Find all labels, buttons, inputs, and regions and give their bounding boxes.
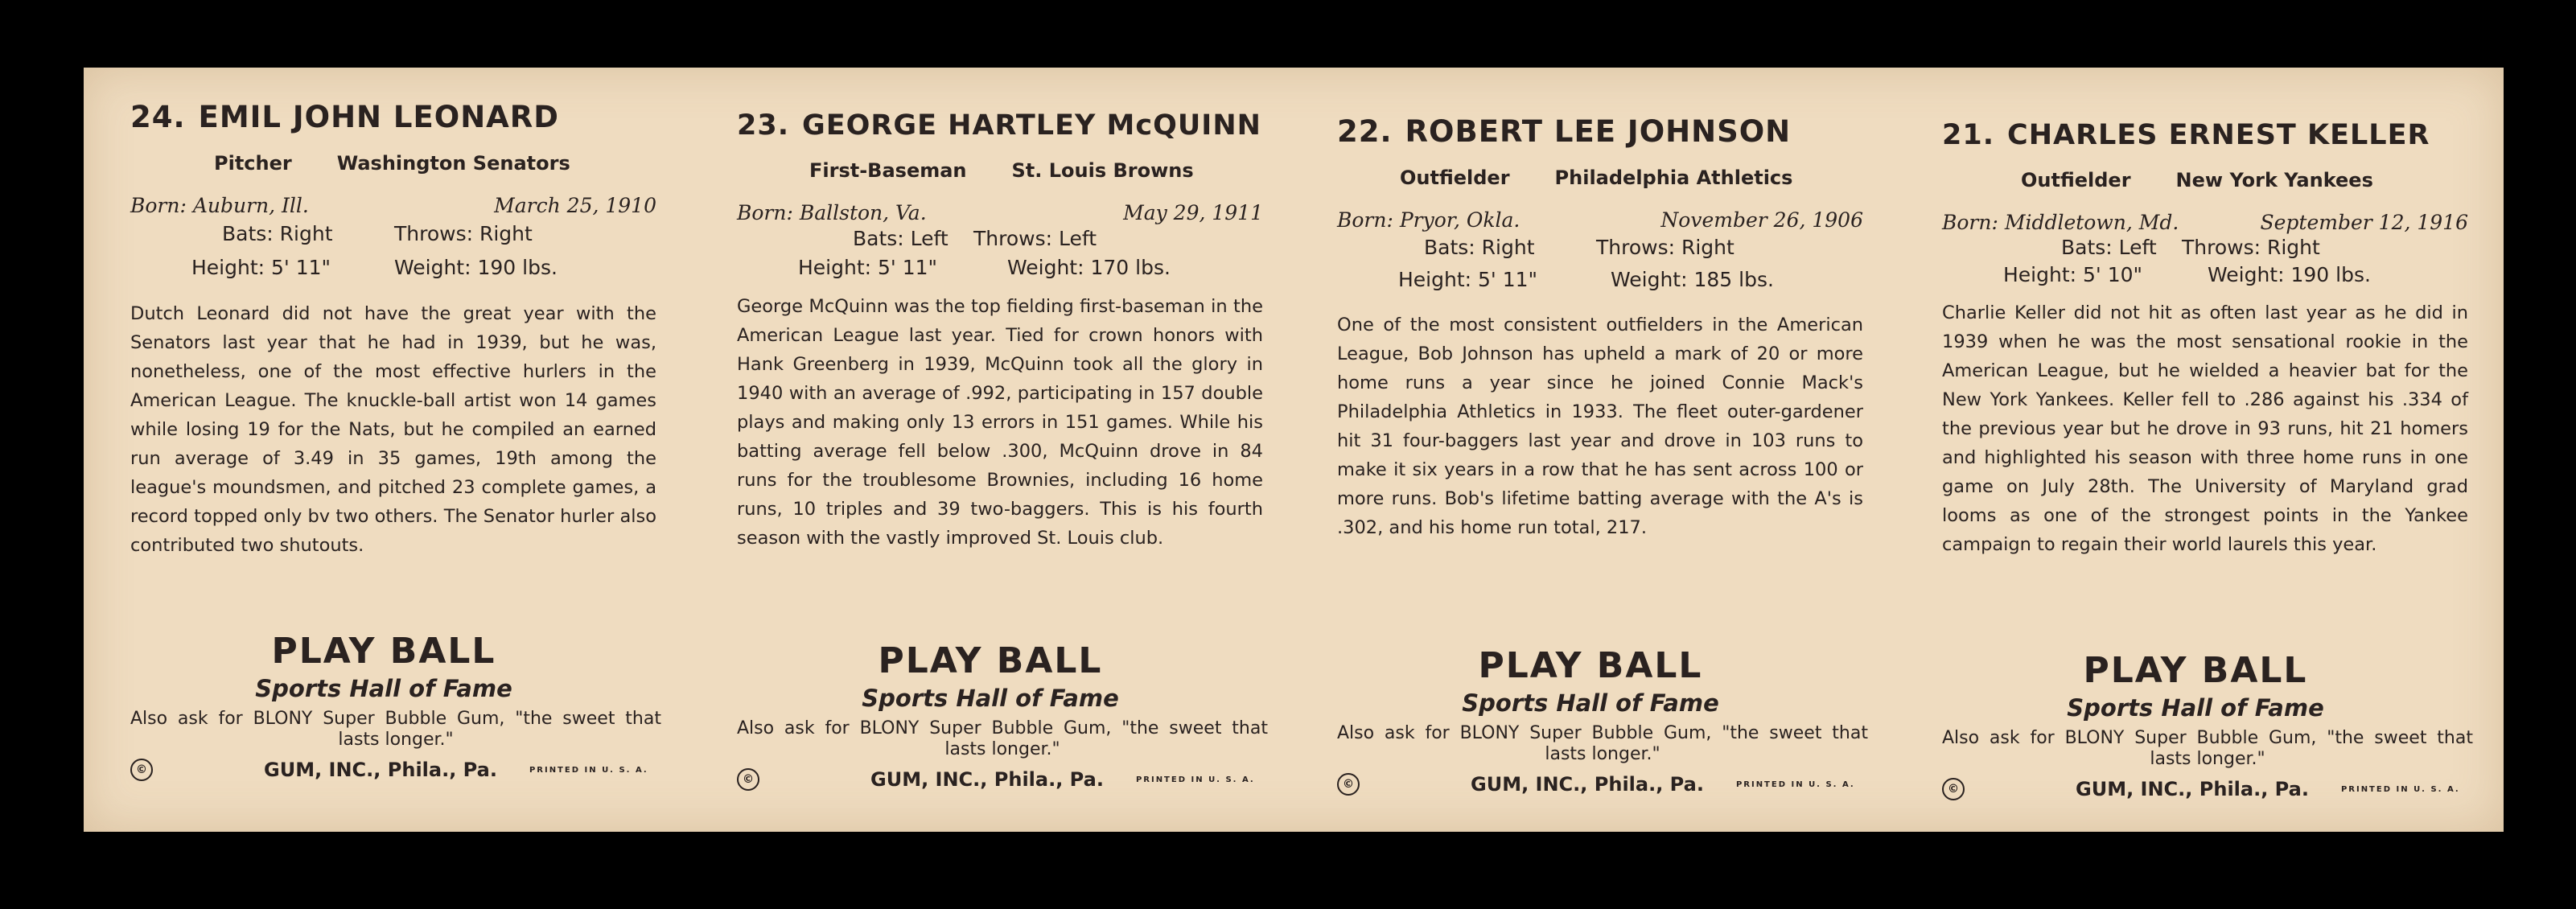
team: St. Louis Browns xyxy=(1011,159,1194,182)
copyright-icon: © xyxy=(1337,773,1360,796)
printed-in-usa: PRINTED IN U. S. A. xyxy=(529,765,648,775)
card-22 xyxy=(1337,114,1868,830)
card-footer xyxy=(130,631,661,781)
born-line xyxy=(130,194,661,217)
weight: Weight: 190 lbs. xyxy=(2208,263,2371,286)
born-line xyxy=(1337,208,1868,232)
printed-in-usa: PRINTED IN U. S. A. xyxy=(2340,784,2460,794)
hall-of-fame-subtitle: Sports Hall of Fame xyxy=(1462,689,1719,717)
card-bottom xyxy=(1337,773,1868,796)
born-date: September 12, 1916 xyxy=(2260,211,2468,234)
card-title xyxy=(737,109,1268,142)
advert-text: Also ask for BLONY Super Bubble Gum, "the sweet that lasts longer." xyxy=(1337,723,1868,764)
advert-text: Also ask for BLONY Super Bubble Gum, "the sweet that lasts longer." xyxy=(130,709,661,750)
born-place: Born: Pryor, Okla. xyxy=(1337,208,1520,232)
player-stats xyxy=(1942,234,2473,289)
player-bio: One of the most consistent outfielders in the American League, Bob Johnson has upheld a mark of 20 or more home runs a year since he joined Connie Mack's Philadelphia Athletics in 1933. The fleet outer-gardener hit 31 four-baggers last year and drove in 103 runs to make it six years in a row that he has sent across 100 or more runs. Bob's lifetime batting average with the A's is .302, and his home run total, 217. xyxy=(1337,315,1863,538)
height: Height: 5' 11" xyxy=(798,256,938,279)
position-team xyxy=(1337,167,1868,189)
copyright-icon: © xyxy=(737,768,759,791)
card-21 xyxy=(1942,119,2473,835)
bats: Bats: Left xyxy=(853,227,949,250)
throws: Throws: Right xyxy=(2182,236,2320,259)
advert-text: Also ask for BLONY Super Bubble Gum, "the sweet that lasts longer." xyxy=(1942,728,2473,769)
play-ball-heading: PLAY BALL xyxy=(271,631,496,672)
card-23 xyxy=(737,109,1268,825)
printed-in-usa: PRINTED IN U. S. A. xyxy=(1135,775,1255,784)
player-stats xyxy=(737,224,1268,282)
card-strip xyxy=(84,68,2504,832)
company-name: GUM, INC., Phila., Pa. xyxy=(2076,778,2309,800)
height: Height: 5' 11" xyxy=(191,256,331,279)
weight: Weight: 185 lbs. xyxy=(1611,268,1774,291)
weight: Weight: 170 lbs. xyxy=(1007,256,1171,279)
player-bio: George McQuinn was the top fielding first-baseman in the American League last year. Tied for crown honors with Hank Greenberg in 1939, McQuinn took all the glory in 1940 with an average of .992, participating in 157 double plays and making only 13 errors in 151 games. While his batting average fell below .300, McQuinn drove in 84 runs for the troublesome Brownies, including 16 home runs, 10 triples and 39 two-baggers. This is his fourth season with the vastly improved St. Louis club. xyxy=(737,296,1263,549)
card-title xyxy=(130,100,661,134)
player-bio: Charlie Keller did not hit as often last year as he did in 1939 when he was the most sensational rookie in the American League, but he wielded a heavier bat for the New York Yankees. Keller fell to .286 against his .334 of the previous year but he drove in 93 runs, hit 21 homers and highlighted his season with three home runs in one game on July 28th. The University of Maryland grad looms as one of the strongest points in the Yankee campaign to regain their world laurels this year. xyxy=(1942,302,2468,555)
bats: Bats: Right xyxy=(222,222,333,245)
card-bottom xyxy=(1942,778,2473,800)
advert-text: Also ask for BLONY Super Bubble Gum, "the sweet that lasts longer." xyxy=(737,718,1268,759)
card-title xyxy=(1337,114,1868,149)
player-bio: Dutch Leonard did not have the great year with the Senators last year that he had in 1939, but he was, nonetheless, one of the most effective hurlers in the American League. The knuckle-ball artist won 14 games while losing 19 for the Nats, but he compiled an earned run average of 3.49 in 35 games, 19th among the league's moundsmen, and pitched 23 complete games, a record topped only bv two others. The Senator hurler also contributed two shutouts. xyxy=(130,303,656,556)
copyright-icon: © xyxy=(1942,778,1965,800)
card-number: 24. xyxy=(130,100,186,134)
player-stats xyxy=(1337,232,1868,296)
card-number: 22. xyxy=(1337,114,1393,149)
bats: Bats: Right xyxy=(1424,236,1535,259)
weight: Weight: 190 lbs. xyxy=(394,256,558,279)
bats: Bats: Left xyxy=(2061,236,2157,259)
throws: Throws: Left xyxy=(973,227,1097,250)
company-name: GUM, INC., Phila., Pa. xyxy=(264,759,497,781)
height: Height: 5' 11" xyxy=(1398,268,1538,291)
player-name: CHARLES ERNEST KELLER xyxy=(2007,119,2430,151)
height: Height: 5' 10" xyxy=(2003,263,2143,286)
born-line xyxy=(1942,211,2473,234)
play-ball-heading: PLAY BALL xyxy=(2083,650,2308,691)
card-footer xyxy=(1942,650,2473,800)
position: Outfielder xyxy=(2021,169,2131,191)
team: New York Yankees xyxy=(2175,169,2373,191)
team: Washington Senators xyxy=(336,152,570,175)
card-footer xyxy=(737,640,1268,791)
company-name: GUM, INC., Phila., Pa. xyxy=(870,768,1104,791)
born-date: May 29, 1911 xyxy=(1123,201,1263,224)
card-number: 23. xyxy=(737,109,790,142)
player-name: GEORGE HARTLEY McQUINN xyxy=(802,109,1261,142)
born-line xyxy=(737,201,1268,224)
position-team xyxy=(1942,169,2473,191)
card-title xyxy=(1942,119,2473,151)
copyright-icon: © xyxy=(130,759,153,781)
throws: Throws: Right xyxy=(1596,236,1734,259)
position-team xyxy=(130,152,661,175)
team: Philadelphia Athletics xyxy=(1554,167,1793,189)
born-place: Born: Auburn, Ill. xyxy=(130,194,309,217)
card-24 xyxy=(130,100,661,816)
position: Pitcher xyxy=(214,152,292,175)
player-stats xyxy=(130,217,661,285)
throws: Throws: Right xyxy=(394,222,533,245)
printed-in-usa: PRINTED IN U. S. A. xyxy=(1735,779,1855,789)
born-date: November 26, 1906 xyxy=(1660,208,1863,232)
hall-of-fame-subtitle: Sports Hall of Fame xyxy=(2067,694,2324,722)
born-place: Born: Middletown, Md. xyxy=(1942,211,2179,234)
position: Outfielder xyxy=(1400,167,1510,189)
card-footer xyxy=(1337,645,1868,796)
play-ball-heading: PLAY BALL xyxy=(1478,645,1703,686)
born-place: Born: Ballston, Va. xyxy=(737,201,927,224)
player-name: ROBERT LEE JOHNSON xyxy=(1405,114,1792,149)
card-bottom xyxy=(130,759,661,781)
hall-of-fame-subtitle: Sports Hall of Fame xyxy=(255,675,512,702)
card-bottom xyxy=(737,768,1268,791)
born-date: March 25, 1910 xyxy=(494,194,656,217)
position-team xyxy=(737,159,1268,182)
hall-of-fame-subtitle: Sports Hall of Fame xyxy=(862,685,1119,712)
play-ball-heading: PLAY BALL xyxy=(878,640,1103,681)
card-number: 21. xyxy=(1942,119,1995,151)
player-name: EMIL JOHN LEONARD xyxy=(198,100,560,134)
position: First-Baseman xyxy=(809,159,967,182)
company-name: GUM, INC., Phila., Pa. xyxy=(1471,773,1704,796)
